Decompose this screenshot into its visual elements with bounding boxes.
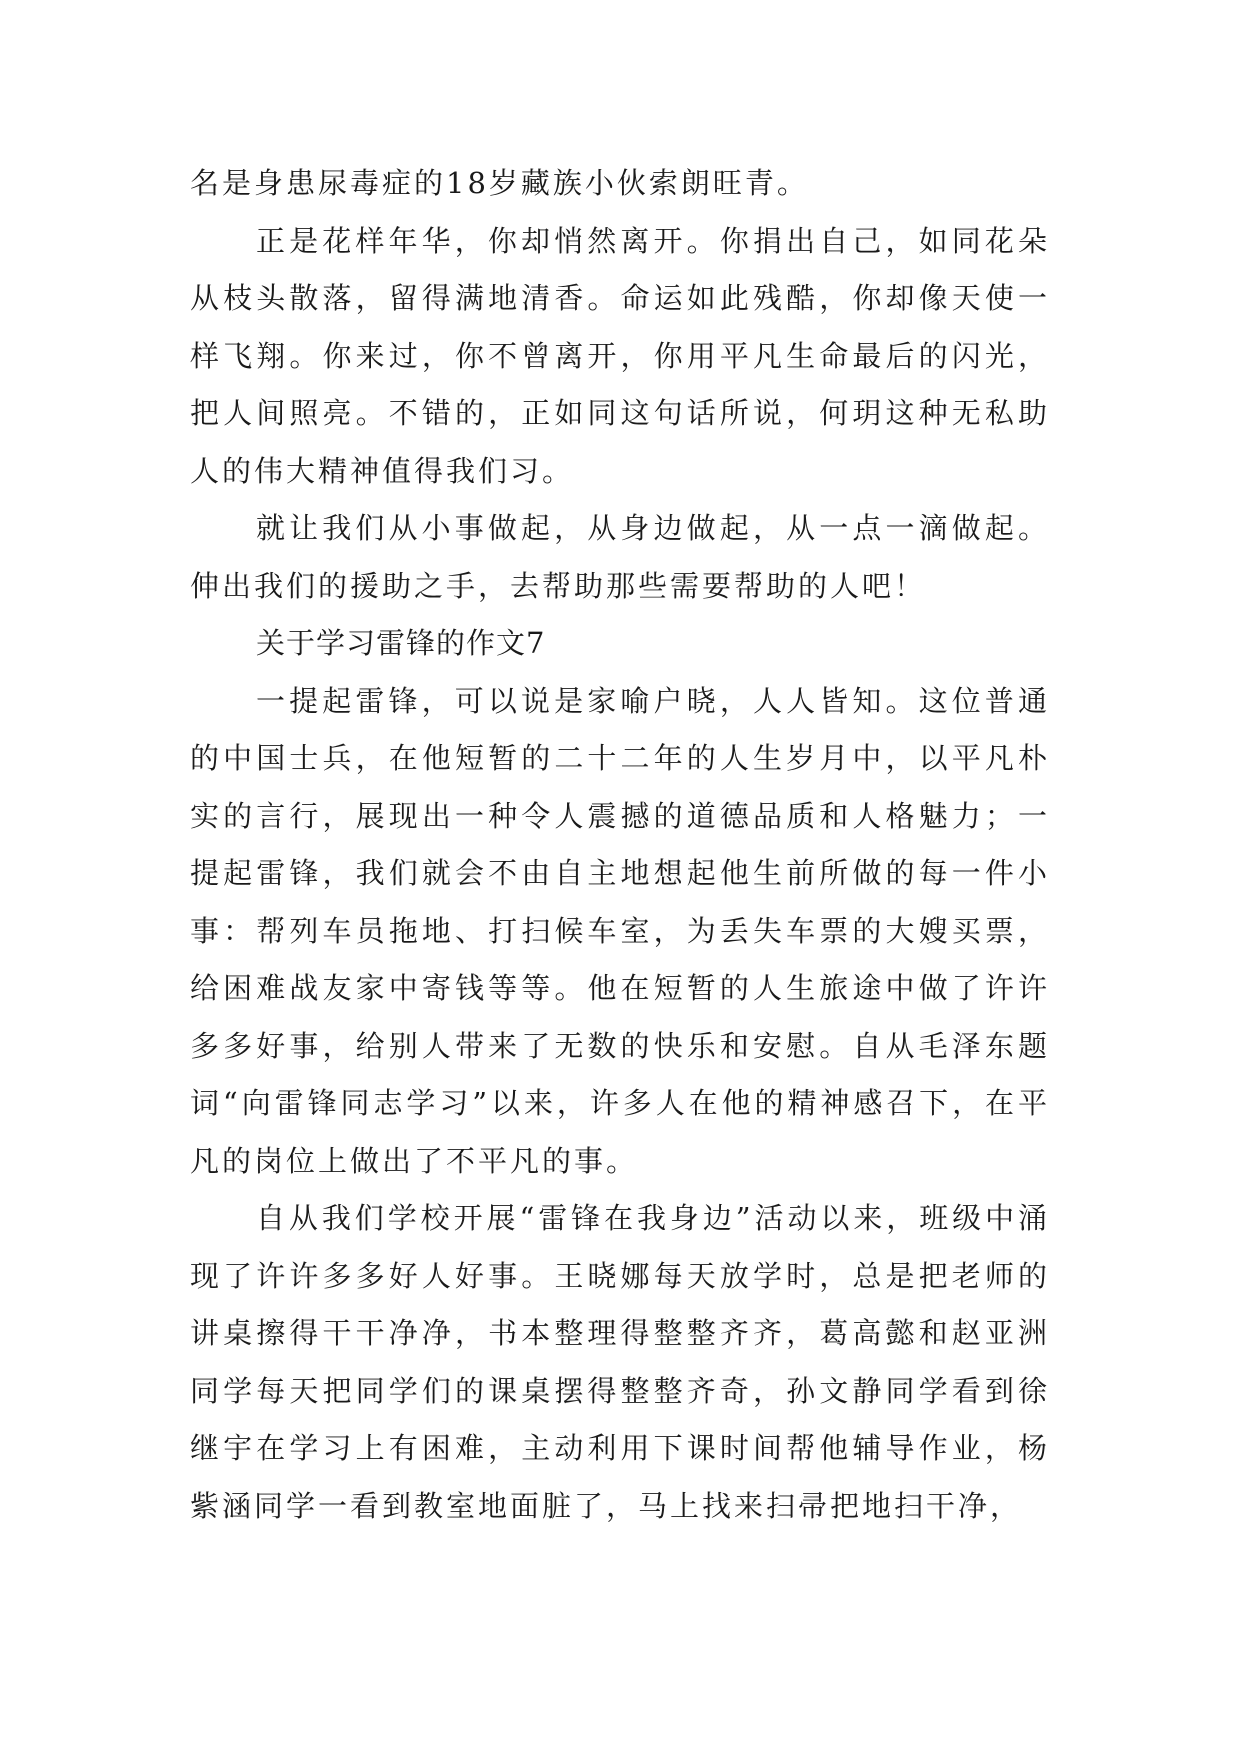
paragraph-1: 名是身患尿毒症的18岁藏族小伙索朗旺青。 <box>190 166 809 200</box>
section-title: 关于学习雷锋的作文7 <box>256 626 546 660</box>
paragraph-2: 正是花样年华，你却悄然离开。你捐出自己，如同花朵从枝头散落，留得满地清香。命运如此残酷，你却像天使一样飞翔。你来过，你不曾离开，你用平凡生命最后的闪光，把人间照亮。不错的，正如同这句话所说，何玥这种无私助人的伟大精神值得我们习。 <box>190 223 1050 488</box>
document-body <box>190 155 1050 1535</box>
paragraph-4: 一提起雷锋，可以说是家喻户晓，人人皆知。这位普通的中国士兵，在他短暂的二十二年的人生岁月中，以平凡朴实的言行，展现出一种令人震撼的道德品质和人格魅力；一提起雷锋，我们就会不由自主地想起他生前所做的每一件小事：帮列车员拖地、打扫候车室，为丢失车票的大嫂买票，给困难战友家中寄钱等等。他在短暂的人生旅途中做了许许多多好事，给别人带来了无数的快乐和安慰。自从毛泽东题词“向雷锋同志学习”以来，许多人在他的精神感召下，在平凡的岗位上做出了不平凡的事。 <box>190 683 1050 1178</box>
paragraph-5: 自从我们学校开展“雷锋在我身边”活动以来，班级中涌现了许许多多好人好事。王晓娜每天放学时，总是把老师的讲桌擦得干干净净，书本整理得整整齐齐，葛高懿和赵亚洲同学每天把同学们的课桌摆得整整齐奇，孙文静同学看到徐继宇在学习上有困难，主动利用下课时间帮他辅导作业，杨紫涵同学一看到教室地面脏了，马上找来扫帚把地扫干净， <box>190 1201 1050 1523</box>
paragraph-3: 就让我们从小事做起，从身边做起，从一点一滴做起。伸出我们的援助之手，去帮助那些需要帮助的人吧！ <box>190 511 1050 603</box>
